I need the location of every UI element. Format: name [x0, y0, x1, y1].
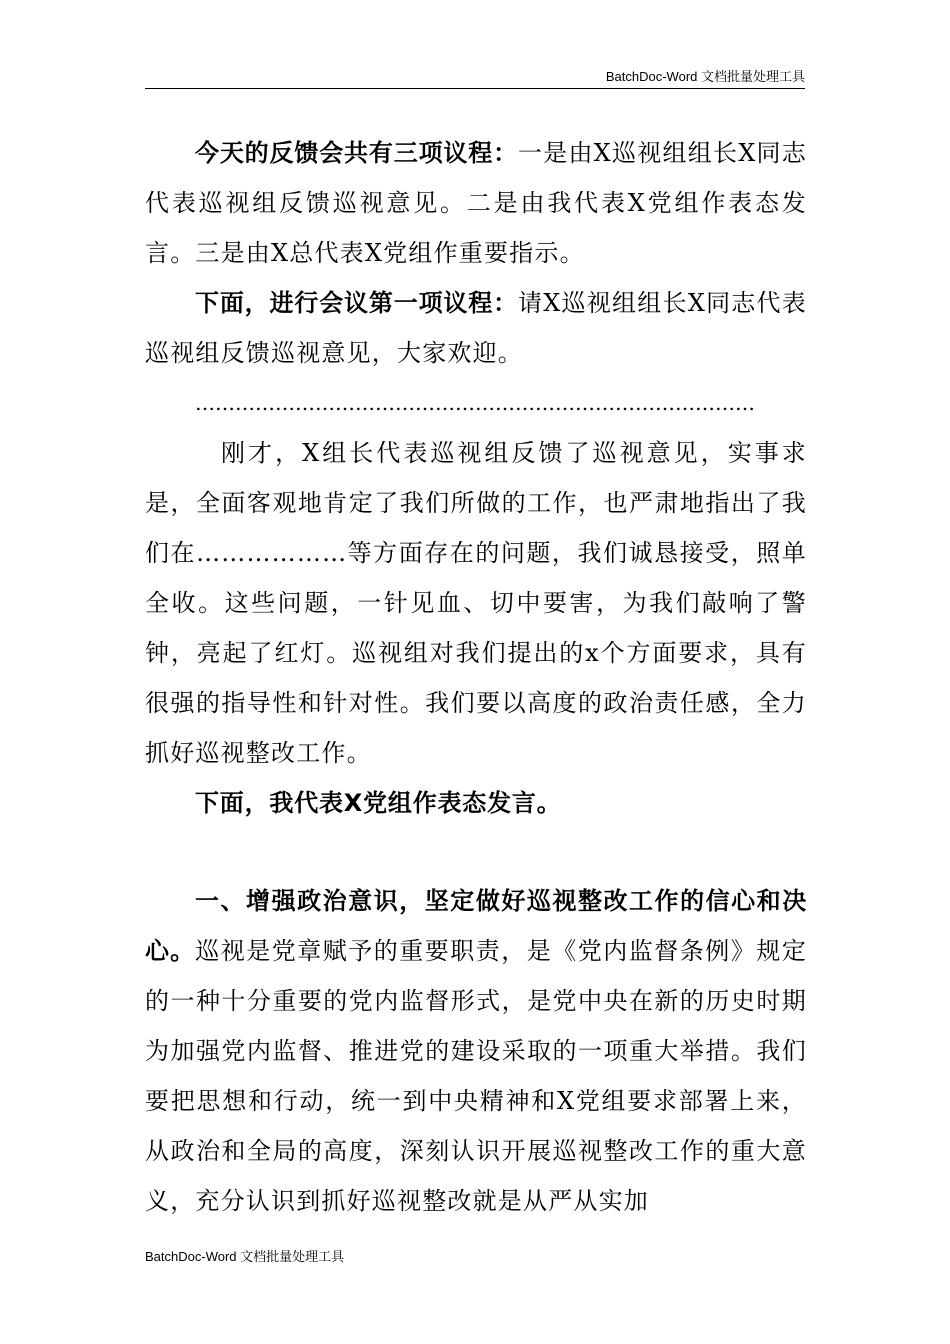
section-gap — [145, 828, 807, 876]
section-one-heading: 一、增强政治意识，坚定做好巡视整改工作的信心和决心。 — [145, 887, 807, 965]
header-text: BatchDoc-Word 文档批量处理工具 — [605, 69, 805, 84]
first-item-text: 请X巡视组组长X同志代表巡视组反馈巡视意见，大家欢迎。 — [145, 289, 807, 367]
paragraph-first-item — [145, 278, 807, 378]
page-header — [145, 64, 805, 89]
agenda-text: 一是由X巡视组组长X同志代表巡视组反馈巡视意见。二是由我代表X党组作表态发言。三是由X总代表X党组作重要指示。 — [145, 139, 807, 267]
paragraph-agenda — [145, 128, 807, 278]
statement-intro-heading: 下面，我代表X党组作表态发言。 — [195, 789, 562, 817]
section-one-text: 巡视是党章赋予的重要职责，是《党内监督条例》规定的一种十分重要的党内监督形式，是党中央在新的历史时期为加强党内监督、推进党的建设采取的一项重大举措。我们要把思想和行动，统一到中央精神和X党组要求部署上来，从政治和全局的高度，深刻认识开展巡视整改工作的重大意义，充分认识到抓好巡视整改就是从严从实加 — [145, 937, 807, 1215]
page-footer: BatchDoc-Word 文档批量处理工具 — [145, 1249, 345, 1264]
first-item-heading: 下面，进行会议第一项议程： — [195, 289, 518, 317]
agenda-heading: 今天的反馈会共有三项议程： — [195, 139, 518, 167]
paragraph-feedback-response: 刚才，X组长代表巡视组反馈了巡视意见，实事求是，全面客观地肯定了我们所做的工作，也严肃地指出了我们在………………等方面存在的问题，我们诚恳接受，照单全收。这些问题，一针见血、切中要害，为我们敲响了警钟，亮起了红灯。巡视组对我们提出的x个方面要求，具有很强的指导性和针对性。我们要以高度的政治责任感，全力抓好巡视整改工作。 — [145, 439, 807, 767]
paragraph-statement-intro — [145, 778, 807, 828]
paragraph-section-one — [145, 876, 807, 1226]
ellipsis-line: ………………………………………………………………………… — [195, 391, 755, 415]
document-body — [145, 128, 807, 1226]
